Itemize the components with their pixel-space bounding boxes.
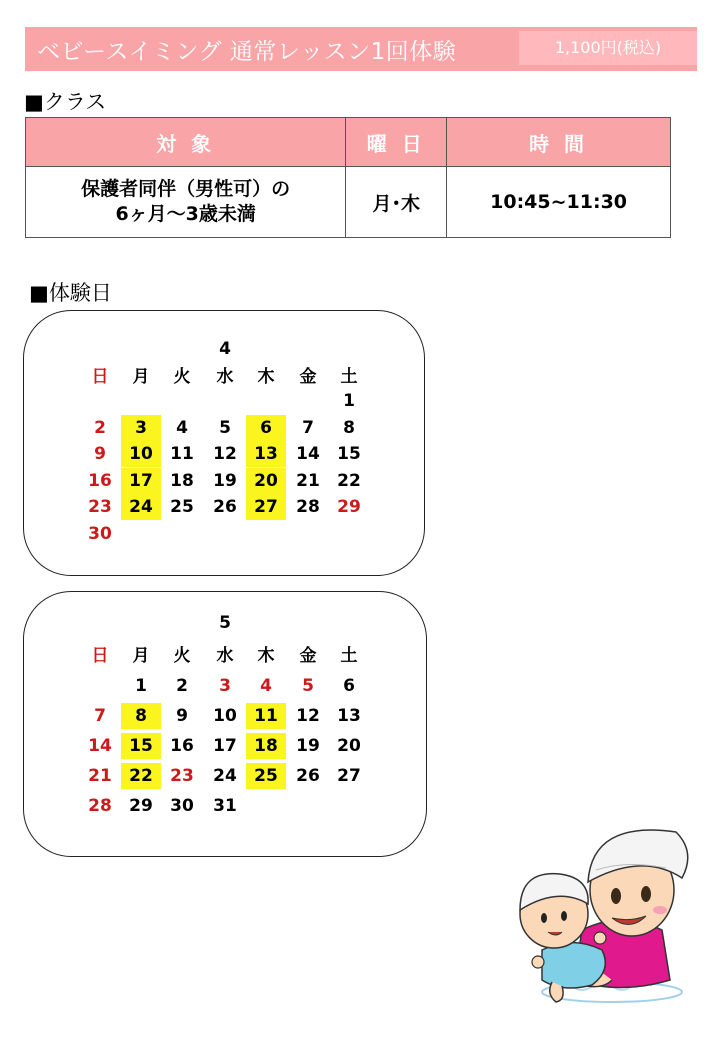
weekday-header: 日 [91, 646, 109, 666]
day-cell: 5 [219, 418, 231, 438]
day-cell: 2 [176, 676, 188, 696]
day-cell: 29 [337, 497, 361, 517]
day-cell: 20 [337, 736, 361, 756]
day-cell: 2 [94, 418, 106, 438]
weekday-header: 水 [216, 646, 234, 666]
header-target: 対 象 [26, 118, 346, 167]
class-heading: ■クラス [24, 90, 107, 114]
trial-day-cell: 13 [246, 441, 286, 467]
day-cell: 12 [296, 706, 320, 726]
calendar-april [23, 310, 425, 576]
day-cell: 23 [170, 766, 194, 786]
trial-day-cell: 17 [121, 468, 161, 494]
day-cell: 29 [129, 796, 153, 816]
weekday-header: 土 [340, 367, 358, 387]
day-cell: 7 [94, 706, 106, 726]
weekday-header: 月 [132, 646, 150, 666]
days-cell: 月･木 [346, 167, 447, 238]
day-cell: 9 [94, 444, 106, 464]
day-cell: 15 [337, 444, 361, 464]
mother-and-baby-swimmer-illustration [512, 810, 702, 1010]
day-cell: 4 [176, 418, 188, 438]
class-table-header [26, 118, 671, 167]
trial-day-cell: 18 [246, 733, 286, 759]
day-cell: 25 [170, 497, 194, 517]
month-label: 4 [219, 339, 231, 359]
weekday-header: 日 [91, 367, 109, 387]
day-cell: 30 [88, 524, 112, 544]
trial-heading: ■体験日 [29, 281, 112, 305]
weekday-header: 金 [299, 367, 317, 387]
trial-day-cell: 6 [246, 415, 286, 441]
trial-day-cell: 20 [246, 468, 286, 494]
trial-day-cell: 24 [121, 494, 161, 520]
day-cell: 18 [170, 471, 194, 491]
target-cell [26, 167, 346, 238]
day-cell: 16 [88, 471, 112, 491]
trial-day-cell: 3 [121, 415, 161, 441]
trial-day-cell: 10 [121, 441, 161, 467]
day-cell: 28 [296, 497, 320, 517]
day-cell: 24 [213, 766, 237, 786]
day-cell: 10 [213, 706, 237, 726]
calendar-may [23, 591, 427, 857]
class-table [25, 117, 671, 238]
day-cell: 1 [135, 676, 147, 696]
target-line-2: 6ヶ月〜3歳未満 [115, 203, 256, 225]
weekday-header: 土 [340, 646, 358, 666]
day-cell: 19 [296, 736, 320, 756]
trial-day-cell: 25 [246, 763, 286, 789]
title-banner [25, 27, 697, 71]
day-cell: 1 [343, 391, 355, 411]
day-cell: 7 [302, 418, 314, 438]
price-badge: 1,100円(税込) [519, 31, 697, 65]
header-time: 時 間 [447, 118, 671, 167]
day-cell: 21 [88, 766, 112, 786]
day-cell: 14 [296, 444, 320, 464]
day-cell: 16 [170, 736, 194, 756]
day-cell: 30 [170, 796, 194, 816]
day-cell: 27 [337, 766, 361, 786]
day-cell: 14 [88, 736, 112, 756]
day-cell: 21 [296, 471, 320, 491]
weekday-header: 月 [132, 367, 150, 387]
day-cell: 3 [219, 676, 231, 696]
day-cell: 9 [176, 706, 188, 726]
banner-title: ベビースイミング 通常レッスン1回体験 [37, 39, 457, 65]
day-cell: 4 [260, 676, 272, 696]
day-cell: 11 [170, 444, 194, 464]
day-cell: 12 [213, 444, 237, 464]
weekday-header: 木 [257, 646, 275, 666]
trial-day-cell: 8 [121, 703, 161, 729]
weekday-header: 金 [299, 646, 317, 666]
day-cell: 23 [88, 497, 112, 517]
trial-day-cell: 11 [246, 703, 286, 729]
month-label: 5 [219, 613, 231, 633]
trial-day-cell: 15 [121, 733, 161, 759]
day-cell: 8 [343, 418, 355, 438]
target-line-1: 保護者同伴（男性可）の [81, 178, 291, 200]
day-cell: 28 [88, 796, 112, 816]
day-cell: 22 [337, 471, 361, 491]
day-cell: 5 [302, 676, 314, 696]
weekday-header: 火 [173, 367, 191, 387]
header-days: 曜 日 [346, 118, 447, 167]
day-cell: 31 [213, 796, 237, 816]
day-cell: 13 [337, 706, 361, 726]
day-cell: 19 [213, 471, 237, 491]
day-cell: 26 [213, 497, 237, 517]
table-row [26, 167, 671, 238]
day-cell: 17 [213, 736, 237, 756]
day-cell: 6 [343, 676, 355, 696]
time-cell: 10:45~11:30 [447, 167, 671, 238]
day-cell: 26 [296, 766, 320, 786]
trial-day-cell: 22 [121, 763, 161, 789]
trial-day-cell: 27 [246, 494, 286, 520]
weekday-header: 木 [257, 367, 275, 387]
weekday-header: 火 [173, 646, 191, 666]
weekday-header: 水 [216, 367, 234, 387]
